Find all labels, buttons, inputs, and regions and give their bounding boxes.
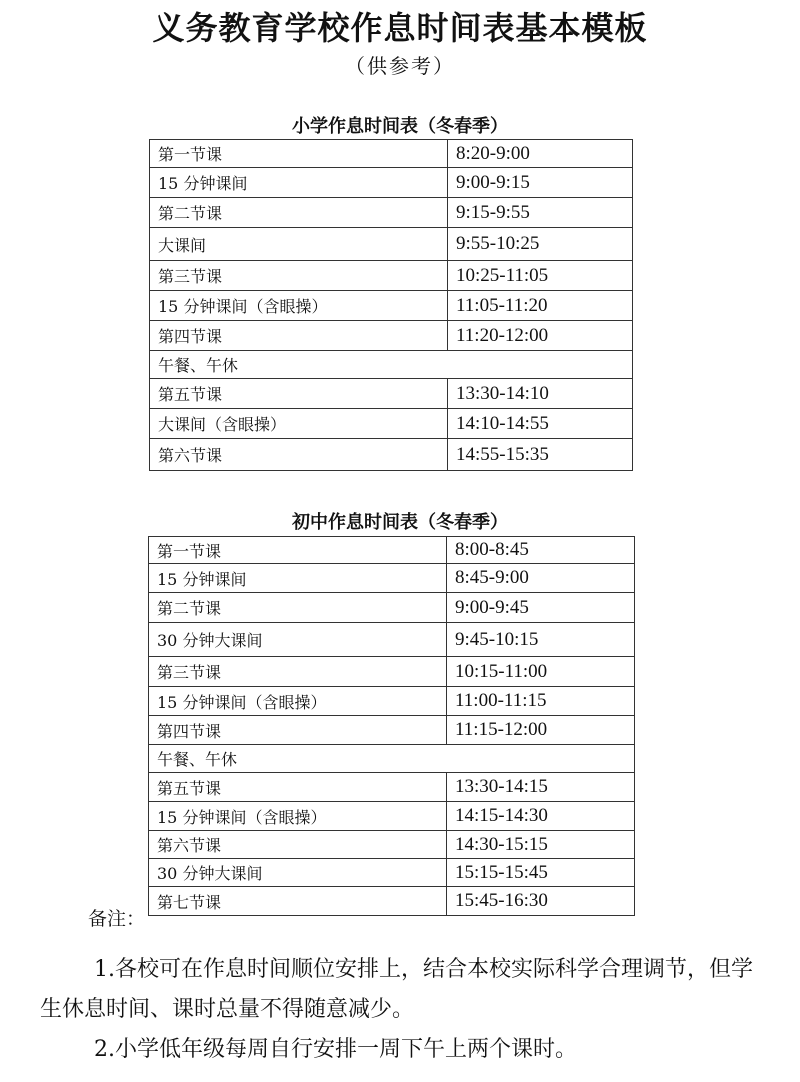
schedule-row bbox=[150, 291, 633, 321]
period-label: 第六节课 bbox=[150, 439, 448, 471]
period-time: 13:30-14:15 bbox=[447, 773, 635, 802]
period-label: 第五节课 bbox=[150, 379, 448, 409]
period-time: 9:15-9:55 bbox=[448, 198, 633, 228]
schedule-row bbox=[150, 198, 633, 228]
period-label: 第三节课 bbox=[149, 657, 447, 687]
period-label: 30 分钟大课间 bbox=[149, 859, 447, 887]
schedule-row bbox=[150, 321, 633, 351]
schedule-row bbox=[149, 831, 635, 859]
schedule-row bbox=[149, 859, 635, 887]
period-time: 9:00-9:15 bbox=[448, 168, 633, 198]
period-time: 9:55-10:25 bbox=[448, 228, 633, 261]
period-label: 午餐、午休 bbox=[149, 745, 635, 773]
schedule-row bbox=[149, 687, 635, 716]
schedule-row bbox=[149, 537, 635, 564]
period-label: 第四节课 bbox=[149, 716, 447, 745]
period-label: 大课间（含眼操） bbox=[150, 409, 448, 439]
period-label: 15 分钟课间（含眼操） bbox=[149, 802, 447, 831]
period-time: 9:45-10:15 bbox=[447, 623, 635, 657]
period-time: 11:20-12:00 bbox=[448, 321, 633, 351]
schedule-row bbox=[150, 228, 633, 261]
schedule-row bbox=[149, 887, 635, 916]
period-time: 11:00-11:15 bbox=[447, 687, 635, 716]
schedule-row bbox=[150, 351, 633, 379]
period-label: 第四节课 bbox=[150, 321, 448, 351]
schedule-row bbox=[149, 802, 635, 831]
junior-schedule-title: 初中作息时间表（冬春季） bbox=[292, 512, 508, 533]
schedule-row bbox=[150, 261, 633, 291]
period-label: 15 分钟课间（含眼操） bbox=[149, 687, 447, 716]
schedule-row bbox=[150, 140, 633, 168]
period-time: 9:00-9:45 bbox=[447, 593, 635, 623]
period-label: 15 分钟课间（含眼操） bbox=[150, 291, 448, 321]
period-label: 30 分钟大课间 bbox=[149, 623, 447, 657]
period-label: 第六节课 bbox=[149, 831, 447, 859]
period-label: 第二节课 bbox=[149, 593, 447, 623]
period-label: 第二节课 bbox=[150, 198, 448, 228]
schedule-row bbox=[150, 168, 633, 198]
document-subtitle: （供参考） bbox=[345, 54, 455, 78]
period-label: 15 分钟课间 bbox=[150, 168, 448, 198]
period-label: 大课间 bbox=[150, 228, 448, 261]
period-time: 14:30-15:15 bbox=[447, 831, 635, 859]
schedule-row bbox=[149, 716, 635, 745]
period-time: 14:55-15:35 bbox=[448, 439, 633, 471]
period-label: 第五节课 bbox=[149, 773, 447, 802]
period-time: 13:30-14:10 bbox=[448, 379, 633, 409]
period-time: 10:25-11:05 bbox=[448, 261, 633, 291]
primary-schedule-table bbox=[149, 139, 633, 471]
schedule-row bbox=[150, 409, 633, 439]
schedule-row bbox=[149, 623, 635, 657]
primary-schedule-title: 小学作息时间表（冬春季） bbox=[292, 116, 508, 137]
period-time: 11:15-12:00 bbox=[447, 716, 635, 745]
period-time: 8:00-8:45 bbox=[447, 537, 635, 564]
period-label: 第三节课 bbox=[150, 261, 448, 291]
document-title: 义务教育学校作息时间表基本模板 bbox=[152, 9, 648, 47]
schedule-row bbox=[150, 379, 633, 409]
schedule-row bbox=[149, 593, 635, 623]
period-time: 8:20-9:00 bbox=[448, 140, 633, 168]
schedule-row bbox=[149, 657, 635, 687]
schedule-row bbox=[150, 439, 633, 471]
period-time: 8:45-9:00 bbox=[447, 564, 635, 593]
period-time: 11:05-11:20 bbox=[448, 291, 633, 321]
period-time: 14:10-14:55 bbox=[448, 409, 633, 439]
period-label: 第七节课 bbox=[149, 887, 447, 916]
schedule-row bbox=[149, 564, 635, 593]
period-time: 15:45-16:30 bbox=[447, 887, 635, 916]
period-label: 第一节课 bbox=[150, 140, 448, 168]
note-item: 1.各校可在作息时间顺位安排上，结合本校实际科学合理调节，但学生休息时间、课时总量不得随意减少。 bbox=[40, 957, 753, 1022]
period-label: 午餐、午休 bbox=[150, 351, 633, 379]
period-label: 15 分钟课间 bbox=[149, 564, 447, 593]
period-label: 第一节课 bbox=[149, 537, 447, 564]
notes-heading: 备注： bbox=[88, 908, 146, 930]
note-item: 2.小学低年级每周自行安排一周下午上两个课时。 bbox=[94, 1037, 577, 1062]
junior-schedule-table bbox=[148, 536, 635, 916]
schedule-row bbox=[149, 773, 635, 802]
period-time: 15:15-15:45 bbox=[447, 859, 635, 887]
schedule-row bbox=[149, 745, 635, 773]
period-time: 14:15-14:30 bbox=[447, 802, 635, 831]
period-time: 10:15-11:00 bbox=[447, 657, 635, 687]
